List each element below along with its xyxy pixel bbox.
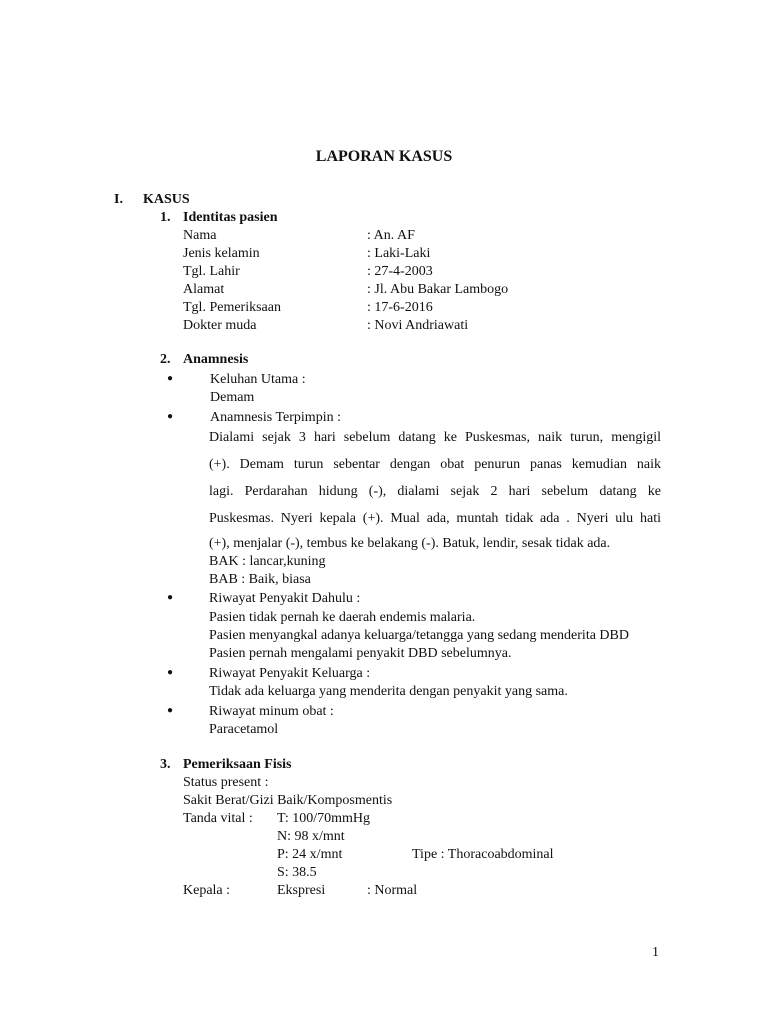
rpd-line: Pasien tidak pernah ke daerah endemis malaria. bbox=[209, 610, 476, 625]
page-number: 1 bbox=[652, 945, 659, 960]
rpd-line: Pasien menyangkal adanya keluarga/tetangga yang sedang menderita DBD bbox=[209, 628, 629, 643]
vital-p: P: 24 x/mnt bbox=[277, 847, 343, 862]
obat-value: Paracetamol bbox=[209, 722, 279, 737]
identitas-value: : 17-6-2016 bbox=[367, 300, 433, 315]
keluhan-value: Demam bbox=[210, 390, 255, 405]
vital-s: S: 38.5 bbox=[277, 865, 317, 880]
terpimpin-label: Anamnesis Terpimpin : bbox=[210, 410, 341, 425]
ekspresi-value: : Normal bbox=[367, 883, 418, 898]
identitas-label: Jenis kelamin bbox=[183, 246, 260, 261]
section-numeral: I. bbox=[114, 192, 123, 207]
identitas-label: Tgl. Pemeriksaan bbox=[183, 300, 281, 315]
identitas-label: Alamat bbox=[183, 282, 225, 297]
vital-n: N: 98 x/mnt bbox=[277, 829, 345, 844]
anamnesis-heading: Anamnesis bbox=[183, 352, 249, 367]
terpimpin-line: lagi. Perdarahan hidung (-), dialami sejak 2 hari sebelum datang ke bbox=[209, 484, 661, 499]
section-heading: KASUS bbox=[143, 192, 190, 207]
identitas-value: : An. AF bbox=[367, 228, 415, 243]
rpk-label: Riwayat Penyakit Keluarga : bbox=[209, 666, 371, 681]
identitas-label: Dokter muda bbox=[183, 318, 257, 333]
anamnesis-number: 2. bbox=[160, 352, 171, 367]
identitas-value: : Laki-Laki bbox=[367, 246, 431, 261]
terpimpin-line: (+). Demam turun sebentar dengan obat penurun panas kemudian naik bbox=[209, 457, 661, 472]
status-label: Status present : bbox=[183, 775, 269, 790]
bullet-icon: ● bbox=[167, 411, 174, 422]
rpd-line: Pasien pernah mengalami penyakit DBD sebelumnya. bbox=[209, 646, 512, 661]
kepala-label: Kepala : bbox=[183, 883, 231, 898]
bullet-icon: ● bbox=[167, 705, 174, 716]
terpimpin-line: Dialami sejak 3 hari sebelum datang ke Puskesmas, naik turun, mengigil bbox=[209, 430, 661, 445]
identitas-label: Tgl. Lahir bbox=[183, 264, 240, 279]
identitas-label: Nama bbox=[183, 228, 217, 243]
terpimpin-line: Puskesmas. Nyeri kepala (+). Mual ada, muntah tidak ada . Nyeri ulu hati bbox=[209, 511, 661, 526]
status-value: Sakit Berat/Gizi Baik/Komposmentis bbox=[183, 793, 393, 808]
vital-tipe: Tipe : Thoracoabdominal bbox=[412, 847, 554, 862]
bullet-icon: ● bbox=[167, 667, 174, 678]
bullet-icon: ● bbox=[167, 373, 174, 384]
terpimpin-line: (+), menjalar (-), tembus ke belakang (-). Batuk, lendir, sesak tidak ada. bbox=[209, 536, 611, 551]
rpk-value: Tidak ada keluarga yang menderita dengan penyakit yang sama. bbox=[209, 684, 568, 699]
fisis-number: 3. bbox=[160, 757, 171, 772]
identitas-heading: Identitas pasien bbox=[183, 210, 278, 225]
identitas-number: 1. bbox=[160, 210, 171, 225]
identitas-value: : 27-4-2003 bbox=[367, 264, 433, 279]
vital-t: T: 100/70mmHg bbox=[277, 811, 371, 826]
bab-line: BAB : Baik, biasa bbox=[209, 572, 311, 587]
page-title: LAPORAN KASUS bbox=[315, 148, 453, 165]
ekspresi-label: Ekspresi bbox=[277, 883, 326, 898]
bak-line: BAK : lancar,kuning bbox=[209, 554, 326, 569]
obat-label: Riwayat minum obat : bbox=[209, 704, 334, 719]
vital-label: Tanda vital : bbox=[183, 811, 253, 826]
identitas-value: : Novi Andriawati bbox=[367, 318, 469, 333]
keluhan-label: Keluhan Utama : bbox=[210, 372, 306, 387]
identitas-value: : Jl. Abu Bakar Lambogo bbox=[367, 282, 509, 297]
bullet-icon: ● bbox=[167, 592, 174, 603]
rpd-label: Riwayat Penyakit Dahulu : bbox=[209, 591, 361, 606]
fisis-heading: Pemeriksaan Fisis bbox=[183, 757, 292, 772]
